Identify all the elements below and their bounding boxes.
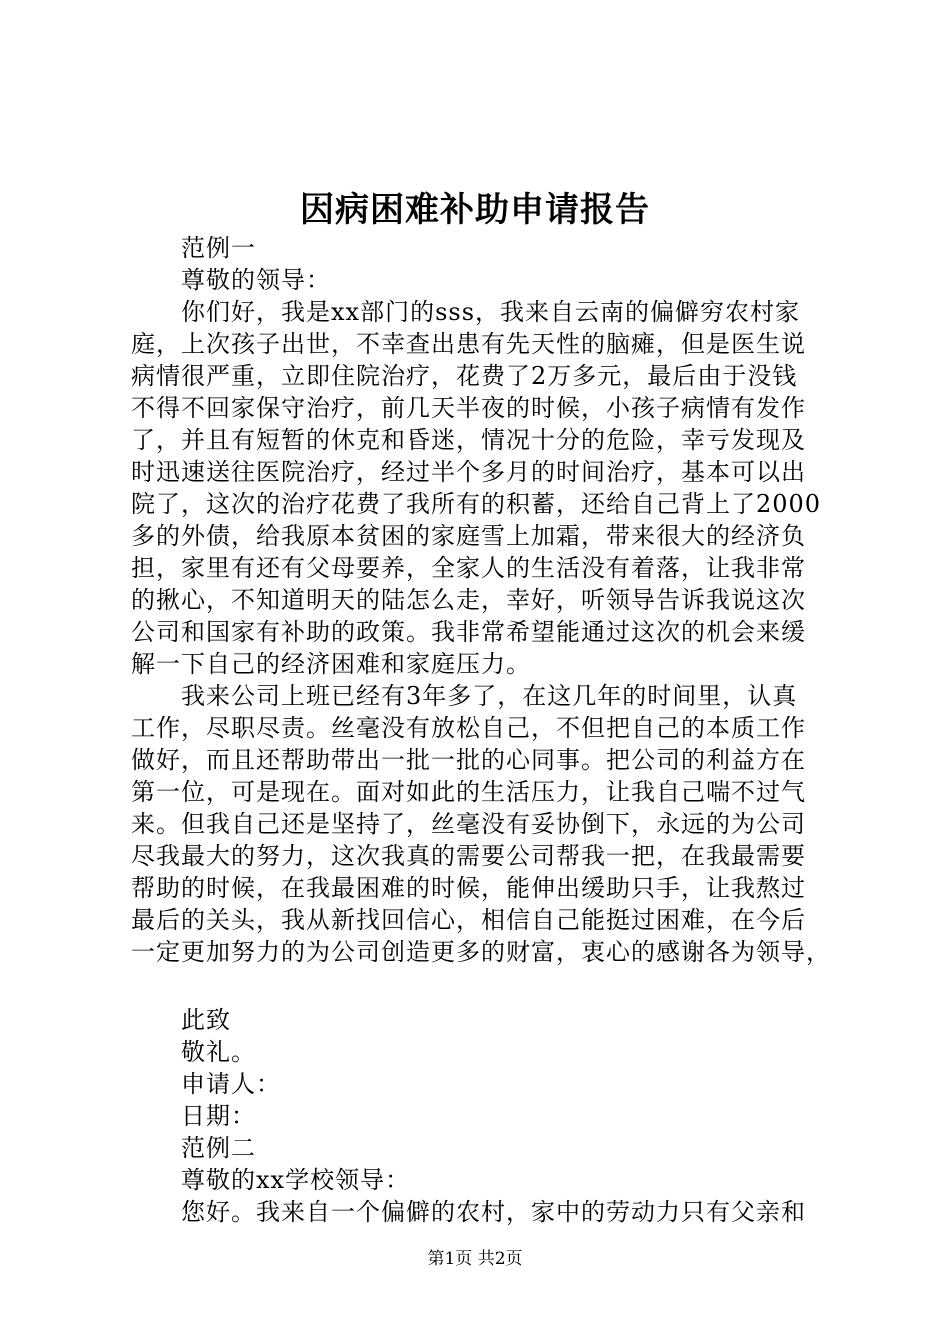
paragraph-line: 院了，这次的治疗花费了我所有的积蓄，还给自己背上了2000 [131, 490, 822, 518]
paragraph-line: 时迅速送往医院治疗，经过半个多月的时间治疗，基本可以出 [131, 458, 806, 486]
paragraph-2 [131, 680, 843, 968]
paragraph-line: 尽我最大的努力，这次我真的需要公司帮我一把，在我最需要 [131, 842, 806, 870]
paragraph-line: 你们好，我是xx部门的sss，我来自云南的偏僻穷农村家 [181, 298, 801, 326]
paragraph-line: 担，家里有还有父母要养，全家人的生活没有着落，让我非常 [131, 554, 806, 582]
applicant-label: 申请人： [181, 1070, 281, 1098]
document-body [131, 232, 843, 1228]
paragraph-line: 来。但我自己还是坚持了，丝毫没有妥协倒下，永远的为公司 [131, 810, 806, 838]
paragraph-line: 的揪心，不知道明天的陆怎么走，幸好，听领导告诉我说这次 [131, 586, 806, 614]
spacer [131, 968, 843, 1004]
paragraph-line: 了，并且有短暂的休克和昏迷，情况十分的危险，幸亏发现及 [131, 426, 806, 454]
paragraph-line: 工作，尽职尽责。丝毫没有放松自己，不但把自己的本质工作 [131, 714, 806, 742]
closing: 此致 [181, 1006, 231, 1034]
paragraph-line: 最后的关头，我从新找回信心，相信自己能挺过困难，在今后 [131, 906, 806, 934]
paragraph-line: 解一下自己的经济困难和家庭压力。 [131, 650, 531, 678]
paragraph-line: 多的外债，给我原本贫困的家庭雪上加霜，带来很大的经济负 [131, 522, 806, 550]
paragraph-line: 病情很严重，立即住院治疗，花费了2万多元，最后由于没钱 [131, 362, 798, 390]
page-footer: 第1页 共2页 [427, 1249, 523, 1269]
paragraph-line: 第一位，可是现在。面对如此的生活压力，让我自己喘不过气 [131, 778, 806, 806]
respect: 敬礼。 [181, 1038, 256, 1066]
paragraph-line: 我来公司上班已经有3年多了，在这几年的时间里，认真 [181, 682, 798, 710]
paragraph-line: 不得不回家保守治疗，前几天半夜的时候，小孩子病情有发作 [131, 394, 806, 422]
paragraph-line: 庭，上次孩子出世，不幸查出患有先天性的脑瘫，但是医生说 [131, 330, 806, 358]
example-label: 范例二 [181, 1134, 256, 1162]
page-title: 因病困难补助申请报告 [300, 190, 650, 230]
paragraph-line: 一定更加努力的为公司创造更多的财富，衷心的感谢各为领导， [131, 938, 831, 966]
paragraph-line: 帮助的时候，在我最困难的时候，能伸出缓助只手，让我熬过 [131, 874, 806, 902]
date-label: 日期： [181, 1102, 256, 1130]
paragraph-line: 您好。我来自一个偏僻的农村，家中的劳动力只有父亲和 [181, 1198, 806, 1226]
salutation: 尊敬的xx学校领导： [181, 1166, 411, 1194]
salutation: 尊敬的领导： [181, 266, 331, 294]
paragraph-line: 做好，而且还帮助带出一批一批的心同事。把公司的利益方在 [131, 746, 806, 774]
example-label: 范例一 [181, 234, 256, 262]
paragraph-1 [131, 296, 843, 680]
paragraph-line: 公司和国家有补助的政策。我非常希望能通过这次的机会来缓 [131, 618, 806, 646]
